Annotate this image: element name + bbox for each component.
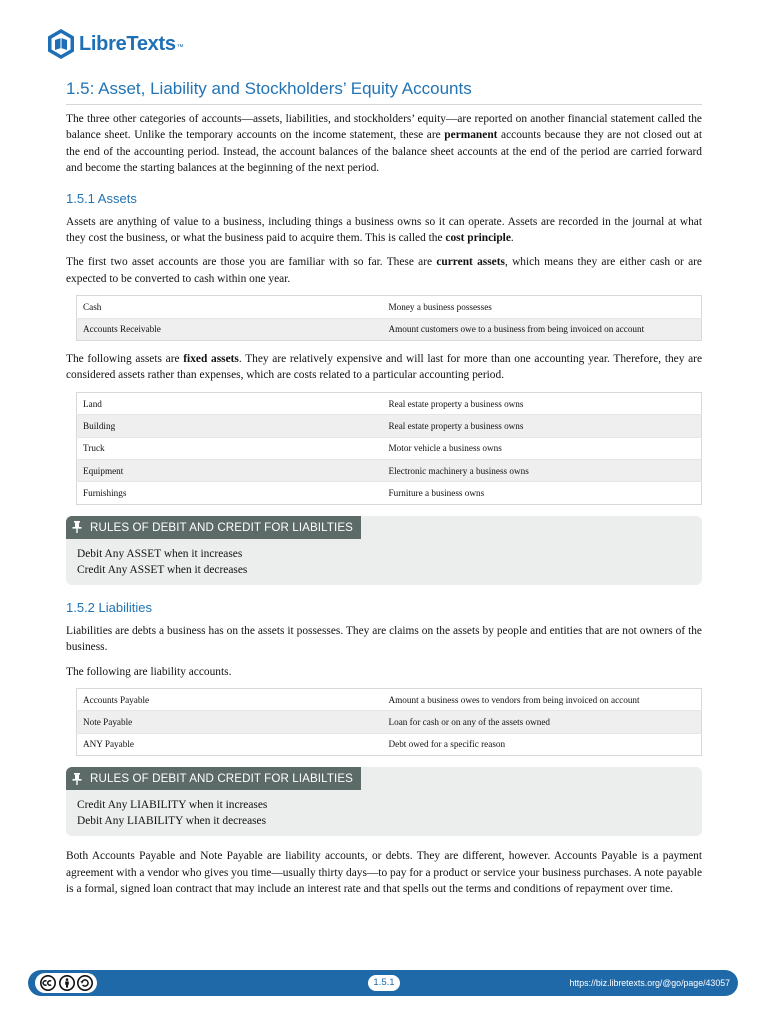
table-cell-description: Real estate property a business owns bbox=[383, 415, 702, 437]
table-cell-account: Building bbox=[77, 415, 383, 437]
bold-term: fixed assets bbox=[183, 353, 239, 366]
page-footer bbox=[28, 970, 738, 996]
page-number: 1.5.1 bbox=[368, 975, 400, 991]
section-heading-liabilities: 1.5.2 Liabilities bbox=[66, 599, 152, 615]
brand-name: LibreTexts bbox=[79, 32, 176, 55]
article bbox=[66, 78, 702, 897]
pushpin-icon bbox=[72, 773, 82, 785]
table-row bbox=[77, 296, 702, 318]
brand-trademark: ™ bbox=[176, 43, 184, 51]
table-row bbox=[77, 437, 702, 459]
page-title: 1.5: Asset, Liability and Stockholders’ Equity Accounts bbox=[66, 78, 702, 105]
liabilities-paragraph-3: Both Accounts Payable and Note Payable are liability accounts, or debts. They are different, however. Accounts Payable is a payment agreement with a vendor who gives you time—usually thirty days—to pay for a product or service your business purchases. A note payable is a formal, signed loan contract that may include an interest rate and that spells out the terms and conditions of repayment over time. bbox=[66, 850, 702, 895]
rule-note-assets bbox=[66, 516, 702, 585]
table-row bbox=[77, 733, 702, 755]
section-heading-assets: 1.5.1 Assets bbox=[66, 190, 137, 206]
assets-paragraph-3: The following assets are fixed assets. They are relatively expensive and will last for more than one accounting year. Therefore, they are considered assets rather than expenses, which are costs related to a particular accounting period. bbox=[66, 353, 703, 382]
by-icon bbox=[58, 975, 76, 991]
table-cell-description: Money a business possesses bbox=[388, 301, 492, 312]
page-url-link[interactable]: https://biz.libretexts.org/@go/page/43057 bbox=[569, 978, 730, 988]
bold-term: permanent bbox=[444, 129, 498, 142]
rule-line: Credit Any LIABILITY when it increases bbox=[77, 799, 268, 812]
table-cell-account: Note Payable bbox=[77, 711, 383, 733]
table-cell-account: Furnishings bbox=[77, 482, 383, 504]
table-cell-account: ANY Payable bbox=[77, 733, 383, 755]
libretexts-logo[interactable] bbox=[46, 28, 184, 60]
table-row bbox=[77, 318, 702, 340]
assets-paragraph-1: Assets are anything of value to a business, including things a business owns so it can operate. Assets are recorded in the journal at what they cost the business, or what the business paid to acquire them. This is called the cost principle. bbox=[66, 215, 702, 245]
table-row bbox=[77, 711, 702, 733]
table-cell-account: Truck bbox=[77, 437, 383, 459]
table-cell-account: Cash bbox=[83, 301, 102, 312]
table-cell-description: Loan for cash or on any of the assets owned bbox=[383, 711, 702, 733]
pushpin-icon bbox=[72, 521, 82, 533]
table-cell-account: Equipment bbox=[77, 460, 383, 482]
bold-term: cost principle bbox=[445, 232, 511, 245]
intro-paragraph: The three other categories of accounts—assets, liabilities, and stockholders’ equity—are reported on another financial statement called the balance sheet. Unlike the temporary accounts on the income statement, these are permanent accounts because they are not closed out at the end of the accounting period. Instead, the account balances of the balance sheet accounts at the end of the period are carried forward and become the starting balances at the beginning of the next period. bbox=[66, 113, 702, 175]
table-row bbox=[77, 460, 702, 482]
current-assets-table bbox=[76, 295, 702, 341]
rule-note-liabilities bbox=[66, 767, 702, 836]
rule-line: Credit Any ASSET when it decreases bbox=[77, 563, 248, 576]
table-cell-account: Accounts Receivable bbox=[77, 318, 383, 340]
table-row bbox=[77, 392, 702, 414]
table-cell-description: Furniture a business owns bbox=[383, 482, 702, 504]
table-cell-description: Electronic machinery a business owns bbox=[383, 460, 702, 482]
table-cell-description: Amount a business owes to vendors from being invoiced on account bbox=[388, 694, 640, 705]
table-cell-account: Accounts Payable bbox=[83, 694, 150, 705]
libretexts-logo-icon bbox=[46, 28, 76, 60]
rule-note-title: RULES OF DEBIT AND CREDIT FOR LIABILTIES bbox=[90, 772, 353, 786]
license-badge[interactable] bbox=[35, 973, 97, 993]
table-row bbox=[77, 415, 702, 437]
liabilities-paragraph-1: Liabilities are debts a business has on the assets it possesses. They are claims on the assets by people and entities that are not owners of the business. bbox=[66, 624, 702, 654]
table-cell-account: Land bbox=[83, 398, 102, 409]
liabilities-table bbox=[76, 688, 702, 756]
rule-note-header bbox=[66, 767, 361, 790]
table-row bbox=[77, 689, 702, 711]
cc-icon bbox=[38, 975, 58, 991]
table-cell-description: Debt owed for a specific reason bbox=[383, 733, 702, 755]
bold-term: current assets bbox=[436, 256, 505, 269]
rule-line: Debit Any LIABILITY when it decreases bbox=[77, 815, 267, 828]
table-row bbox=[77, 482, 702, 504]
assets-paragraph-2: The first two asset accounts are those you are familiar with so far. These are current assets, which means they are either cash or are expected to be converted to cash within one year. bbox=[66, 256, 702, 285]
sa-icon bbox=[76, 975, 94, 991]
fixed-assets-table bbox=[76, 392, 702, 505]
rule-note-title: RULES OF DEBIT AND CREDIT FOR LIABILTIES bbox=[90, 520, 353, 534]
rule-line: Debit Any ASSET when it increases bbox=[77, 547, 243, 560]
rule-note-header bbox=[66, 516, 361, 539]
table-cell-description: Amount customers owe to a business from being invoiced on account bbox=[383, 318, 702, 340]
table-cell-description: Real estate property a business owns bbox=[388, 398, 524, 409]
table-cell-description: Motor vehicle a business owns bbox=[383, 437, 702, 459]
liabilities-paragraph-2: The following are liability accounts. bbox=[66, 665, 232, 678]
